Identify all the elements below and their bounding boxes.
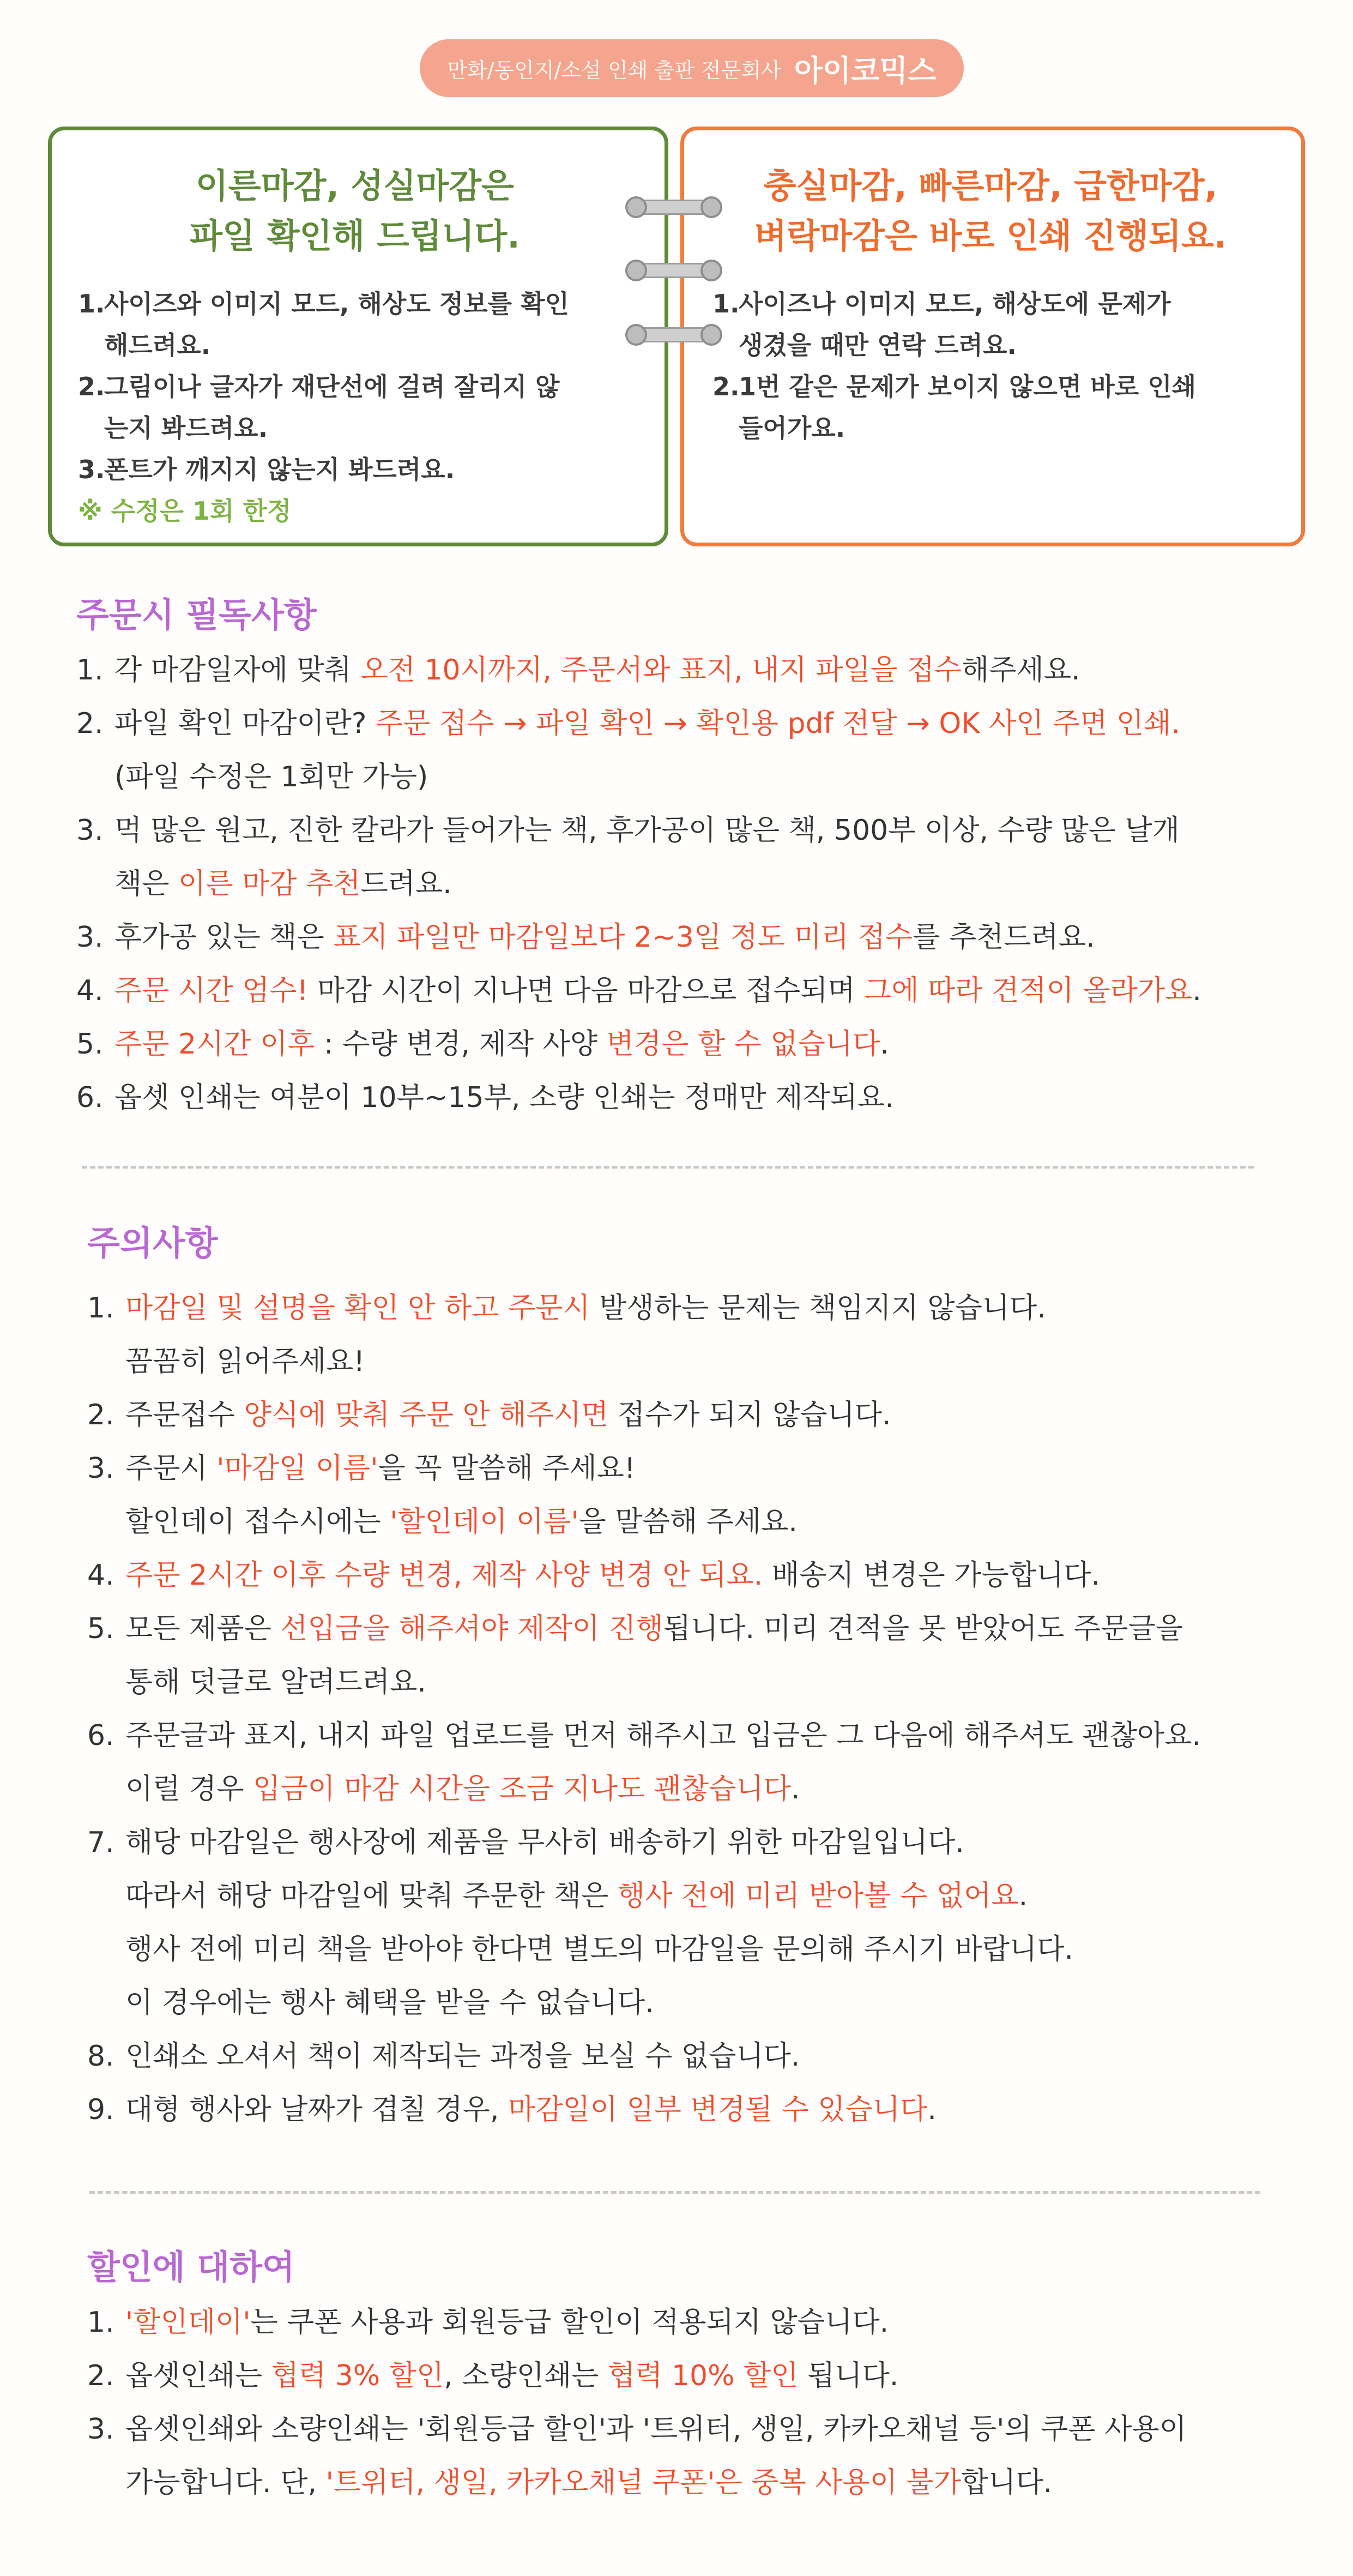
list-item	[76, 911, 1297, 964]
body-text: 주문접수	[125, 1399, 244, 1431]
body-text: 대형 행사와 날짜가 겹칠 경우,	[125, 2093, 508, 2126]
body-text: 옵셋인쇄와 소량인쇄는 '회원등급 할인'과 '트위터, 생일, 카카오채널 등'의 쿠폰 사용이	[125, 2413, 1187, 2446]
section-divider	[82, 1166, 1254, 1169]
item-number: 1.	[76, 654, 104, 687]
body-text: .	[790, 1773, 800, 1805]
list-item	[76, 964, 1297, 1018]
discount-list	[87, 2296, 1308, 2509]
item-number: 3.	[87, 2413, 114, 2446]
fast-deadline-box	[680, 127, 1305, 546]
order-list	[76, 643, 1297, 1124]
binder-ring-icon	[631, 200, 716, 215]
highlight-text: 주문 2시간 이후	[114, 1028, 315, 1061]
body-text: : 수량 변경, 제작 사양	[315, 1028, 607, 1061]
body-text: 해주세요.	[962, 654, 1080, 687]
item-number: 9.	[87, 2093, 114, 2126]
item-text	[125, 2306, 889, 2339]
caution-section-title: 주의사항	[87, 1223, 218, 1263]
item-continuation: 통해 덧글로 알려드려요.	[125, 1666, 426, 1699]
item-number: 6.	[87, 1719, 114, 1752]
highlight-text: '마감일 이름'	[216, 1452, 378, 1485]
item-continuation: 이 경우에는 행사 혜택을 받을 수 없습니다.	[125, 1987, 654, 2019]
discount-section-title: 할인에 대하여	[87, 2247, 295, 2287]
binder-ring-icon	[631, 327, 716, 342]
title-line-2: 파일 확인해 드립니다.	[190, 216, 520, 256]
list-item	[87, 1281, 1308, 1388]
caution-list	[87, 1281, 1308, 2136]
body-text: , 소량인쇄는	[444, 2360, 608, 2392]
highlight-text: 마감일이 일부 변경될 수 있습니다	[508, 2093, 928, 2126]
list-item	[87, 2349, 1308, 2403]
item-text	[114, 921, 1095, 954]
binder-ring-icon	[631, 263, 716, 278]
title-line-1: 충실마감, 빠른마감, 급한마감,	[763, 166, 1218, 206]
item-continuation	[87, 1869, 1308, 1923]
item-continuation: 꼼꼼히 읽어주세요!	[125, 1345, 365, 1378]
item-number: 4.	[87, 1559, 114, 1592]
body-text: 드려요.	[360, 868, 452, 900]
list-item	[87, 2296, 1308, 2349]
body-text: 인쇄소 오셔서 책이 제작되는 과정을 보실 수 없습니다.	[125, 2040, 800, 2073]
highlight-text: 선입금을 해주셔야 제작이 진행	[280, 1612, 663, 1645]
item-text	[125, 1292, 1046, 1325]
body-text: 을 꼭 말씀해 주세요!	[378, 1452, 636, 1485]
item-text	[114, 1028, 889, 1061]
body-text: .	[927, 2093, 937, 2126]
item-text	[125, 2093, 937, 2126]
list-item	[87, 1602, 1308, 1709]
highlight-text: 표지 파일만 마감일보다 2~3일 정도 미리 접수	[333, 921, 913, 954]
highlight-text: 그에 따라 견적이 올라가요	[864, 974, 1193, 1007]
body-text: 주문글과 표지, 내지 파일 업로드를 먼저 해주시고 입금은 그 다음에 해주셔도 괜찮아요.	[125, 1719, 1201, 1752]
list-item	[87, 2030, 1308, 2083]
highlight-text: 협력 10% 할인	[607, 2360, 799, 2392]
list-item: 3.폰트가 깨지지 않는지 봐드려요.	[78, 455, 455, 484]
item-text	[125, 1399, 891, 1431]
item-text	[125, 1612, 1183, 1645]
item-continuation: 행사 전에 미리 책을 받아야 한다면 별도의 마감일을 문의해 주시기 바랍니다.	[125, 1933, 1074, 1966]
highlight-text: '할인데이 이름'	[390, 1506, 579, 1538]
body-text: 각 마감일자에 맞춰	[114, 654, 361, 687]
highlight-text: '트위터, 생일, 카카오채널 쿠폰'은 중복 사용이 불가	[325, 2466, 961, 2499]
list-item	[76, 643, 1297, 697]
item-text	[125, 1826, 964, 1859]
list-item	[87, 1816, 1308, 2030]
highlight-text: 변경은 할 수 없습니다	[606, 1028, 880, 1061]
highlight-text: 협력 3% 할인	[271, 2360, 444, 2392]
item-text	[125, 1559, 1100, 1592]
highlight-text: '할인데이'	[125, 2306, 251, 2339]
highlight-text: 주문 2시간 이후 수량 변경, 제작 사양 변경 안 되요.	[125, 1559, 763, 1592]
list-item	[87, 1388, 1308, 1442]
body-text: 후가공 있는 책은	[114, 921, 334, 954]
body-text: 책은	[114, 868, 178, 900]
list-item	[87, 2083, 1308, 2136]
title-line-1: 이른마감, 성실마감은	[195, 166, 515, 206]
early-deadline-box	[48, 127, 668, 546]
highlight-text: 입금이 마감 시간을 조금 지나도 괜찮습니다	[253, 1773, 791, 1805]
list-item	[87, 1709, 1308, 1816]
item-continuation: (파일 수정은 1회만 가능)	[114, 761, 428, 793]
list-item: 2.1번 같은 문제가 보이지 않으면 바로 인쇄 들어가요.	[712, 372, 1197, 443]
item-number: 7.	[87, 1826, 114, 1859]
body-text: 옵셋인쇄는	[125, 2360, 271, 2392]
fast-deadline-title	[712, 161, 1269, 261]
body-text: .	[1018, 1880, 1028, 1912]
item-continuation	[87, 2456, 1308, 2509]
item-text	[125, 2360, 898, 2392]
list-item	[76, 697, 1297, 804]
list-item	[87, 2403, 1308, 2509]
header-banner	[420, 39, 964, 97]
item-number: 2.	[87, 2360, 114, 2392]
list-item	[87, 1442, 1308, 1549]
body-text: 마감 시간이 지나면 다음 마감으로 접수되며	[308, 974, 865, 1007]
early-deadline-list	[78, 283, 632, 490]
list-item: 2.그림이나 글자가 재단선에 걸려 잘리지 않 는지 봐드려요.	[78, 372, 560, 443]
brand-name: 아이코믹스	[794, 53, 937, 88]
order-section-title: 주문시 필독사항	[76, 595, 317, 635]
list-item	[76, 1018, 1297, 1071]
item-number: 5.	[87, 1612, 114, 1645]
item-text	[125, 2040, 800, 2073]
section-divider	[89, 2191, 1260, 2194]
body-text: 주문시	[125, 1452, 217, 1485]
item-text	[125, 1719, 1201, 1752]
highlight-text: 이른 마감 추천	[178, 868, 361, 900]
body-text: 먹 많은 원고, 진한 칼라가 들어가는 책, 후가공이 많은 책, 500부 이상, 수량 많은 날개	[114, 814, 1180, 847]
early-deadline-title	[78, 161, 632, 261]
item-number: 2.	[76, 707, 104, 740]
fast-deadline-list	[712, 283, 1269, 449]
body-text: 발생하는 문제는 책임지지 않습니다.	[590, 1292, 1046, 1325]
item-text	[125, 2413, 1187, 2446]
item-number: 5.	[76, 1028, 104, 1061]
body-text: 를 추천드려요.	[913, 921, 1095, 954]
item-text	[114, 707, 1180, 740]
body-text: 따라서 해당 마감일에 맞춰 주문한 책은	[125, 1880, 618, 1912]
body-text: 됩니다. 미리 견적을 못 받았어도 주문글을	[663, 1612, 1183, 1645]
body-text: .	[880, 1028, 889, 1061]
item-text	[114, 974, 1201, 1007]
body-text: 는 쿠폰 사용과 회원등급 할인이 적용되지 않습니다.	[250, 2306, 889, 2339]
item-continuation	[87, 1495, 1308, 1549]
body-text: 배송지 변경은 가능합니다.	[763, 1559, 1100, 1592]
list-item: 1.사이즈와 이미지 모드, 해상도 정보를 확인 해드려요.	[78, 289, 569, 360]
item-number: 1.	[87, 2306, 114, 2339]
body-text: 합니다.	[961, 2466, 1053, 2499]
body-text: .	[1192, 974, 1201, 1007]
body-text: 해당 마감일은 행사장에 제품을 무사히 배송하기 위한 마감일입니다.	[125, 1826, 964, 1859]
item-text	[125, 1452, 636, 1485]
body-text: 옵셋 인쇄는 여분이 10부~15부, 소량 인쇄는 정매만 제작되요.	[114, 1081, 894, 1114]
item-number: 1.	[87, 1292, 114, 1325]
body-text: 을 말씀해 주세요.	[578, 1506, 798, 1538]
banner-tagline: 만화/동인지/소설 인쇄 출판 전문회사	[447, 58, 781, 82]
list-item: 1.사이즈나 이미지 모드, 해상도에 문제가 생겼을 때만 연락 드려요.	[712, 289, 1171, 360]
body-text: 이럴 경우	[125, 1773, 253, 1805]
body-text: 모든 제품은	[125, 1612, 281, 1645]
revision-note: ※ 수정은 1회 한정	[78, 496, 292, 526]
title-line-2: 벼락마감은 바로 인쇄 진행되요.	[754, 216, 1227, 256]
highlight-text: 마감일 및 설명을 확인 안 하고 주문시	[125, 1292, 590, 1325]
highlight-text: 주문 시간 엄수!	[114, 974, 309, 1007]
item-continuation	[76, 857, 1297, 911]
highlight-text: 양식에 맞춰 주문 안 해주시면	[244, 1399, 609, 1431]
item-number: 4.	[76, 974, 104, 1007]
item-number: 3.	[76, 921, 104, 954]
body-text: 가능합니다. 단,	[125, 2466, 326, 2499]
item-text	[114, 654, 1080, 687]
item-number: 6.	[76, 1081, 104, 1114]
body-text: 됩니다.	[798, 2360, 899, 2392]
item-continuation	[87, 1762, 1308, 1816]
list-item	[76, 1071, 1297, 1124]
item-text	[114, 814, 1180, 847]
item-number: 2.	[87, 1399, 114, 1431]
highlight-text: 행사 전에 미리 받아볼 수 없어요	[617, 1880, 1019, 1912]
list-item	[87, 1549, 1308, 1602]
highlight-text: 주문 접수 → 파일 확인 → 확인용 pdf 전달 → OK 사인 주면 인쇄.	[376, 707, 1180, 740]
item-number: 8.	[87, 2040, 114, 2073]
item-text	[114, 1081, 894, 1114]
item-number: 3.	[76, 814, 104, 847]
body-text: 할인데이 접수시에는	[125, 1506, 390, 1538]
item-number: 3.	[87, 1452, 114, 1485]
highlight-text: 오전 10시까지, 주문서와 표지, 내지 파일을 접수	[360, 654, 962, 687]
body-text: 파일 확인 마감이란?	[114, 707, 376, 740]
body-text: 접수가 되지 않습니다.	[608, 1399, 891, 1431]
list-item	[76, 804, 1297, 911]
